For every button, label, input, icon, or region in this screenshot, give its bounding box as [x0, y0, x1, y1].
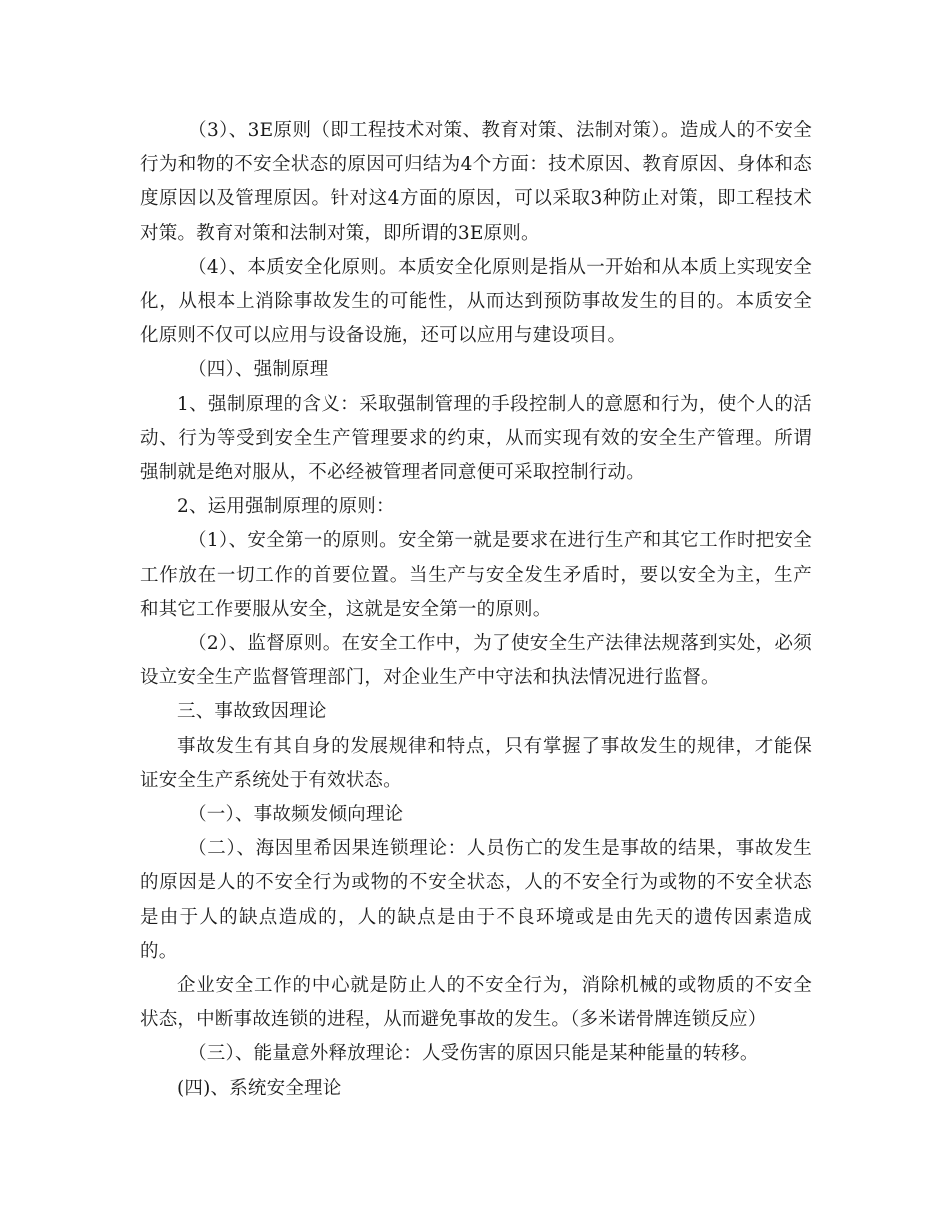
- paragraph-coercion-meaning: 1、强制原理的含义：采取强制管理的手段控制人的意愿和行为，使个人的活动、行为等受到安全生产管理要求的约束，从而实现有效的安全生产管理。所谓强制就是绝对服从，不必经被管理者同意便可采取控制行动。: [140, 393, 812, 484]
- heading-accident-proneness: （一）、事故频发倾向理论: [188, 804, 404, 826]
- paragraph-3e-principle: （3）、3E原则（即工程技术对策、教育对策、法制对策）。造成人的不安全行为和物的不安全状态的原因可归结为4个方面：技术原因、教育原因、身体和态度原因以及管理原因。针对这4方面的原因，可以采取3种防止对策，即工程技术对策。教育对策和法制对策，即所谓的3E原则。: [140, 120, 812, 244]
- heading-system-safety: (四)、系统安全理论: [177, 1077, 342, 1099]
- paragraph-safety-first: （1）、安全第一的原则。安全第一就是要求在进行生产和其它工作时把安全工作放在一切工作的首要位置。当生产与安全发生矛盾时，要以安全为主，生产和其它工作要服从安全，这就是安全第一的原则。: [140, 530, 812, 620]
- paragraph-safety-work-center: 企业安全工作的中心就是防止人的不安全行为，消除机械的或物质的不安全状态，中断事故连锁的进程，从而避免事故的发生。（多米诺骨牌连锁反应）: [140, 975, 812, 1031]
- paragraph-coercion-rules-intro: 2、运用强制原理的原则：: [177, 496, 395, 518]
- paragraph-intrinsic-safety: （4）、本质安全化原则。本质安全化原则是指从一开始和从本质上实现安全化，从根本上消除事故发生的可能性，从而达到预防事故发生的目的。本质安全化原则不仅可以应用与设备设施，还可以应用与建设项目。: [140, 256, 812, 347]
- paragraph-supervision: （2）、监督原则。在安全工作中，为了使安全生产法律法规落到实处，必须设立安全生产监督管理部门，对企业生产中守法和执法情况进行监督。: [140, 633, 812, 689]
- paragraph-heinrich-domino: （二）、海因里希因果连锁理论：人员伤亡的发生是事故的结果，事故发生的原因是人的不安全行为或物的不安全状态，人的不安全行为或物的不安全状态是由于人的缺点造成的，人的缺点是由于不良环境或是由先天的遗传因素造成的。: [140, 838, 812, 962]
- heading-accident-causation: 三、事故致因理论: [177, 701, 327, 723]
- paragraph-energy-release: （三）、能量意外释放理论：人受伤害的原因只能是某种能量的转移。: [188, 1043, 759, 1065]
- heading-coercion-principle: （四）、强制原理: [188, 359, 329, 381]
- document-body: [140, 114, 812, 1106]
- paragraph-accident-intro: 事故发生有其自身的发展规律和特点，只有掌握了事故发生的规律，才能保证安全生产系统处于有效状态。: [140, 735, 812, 791]
